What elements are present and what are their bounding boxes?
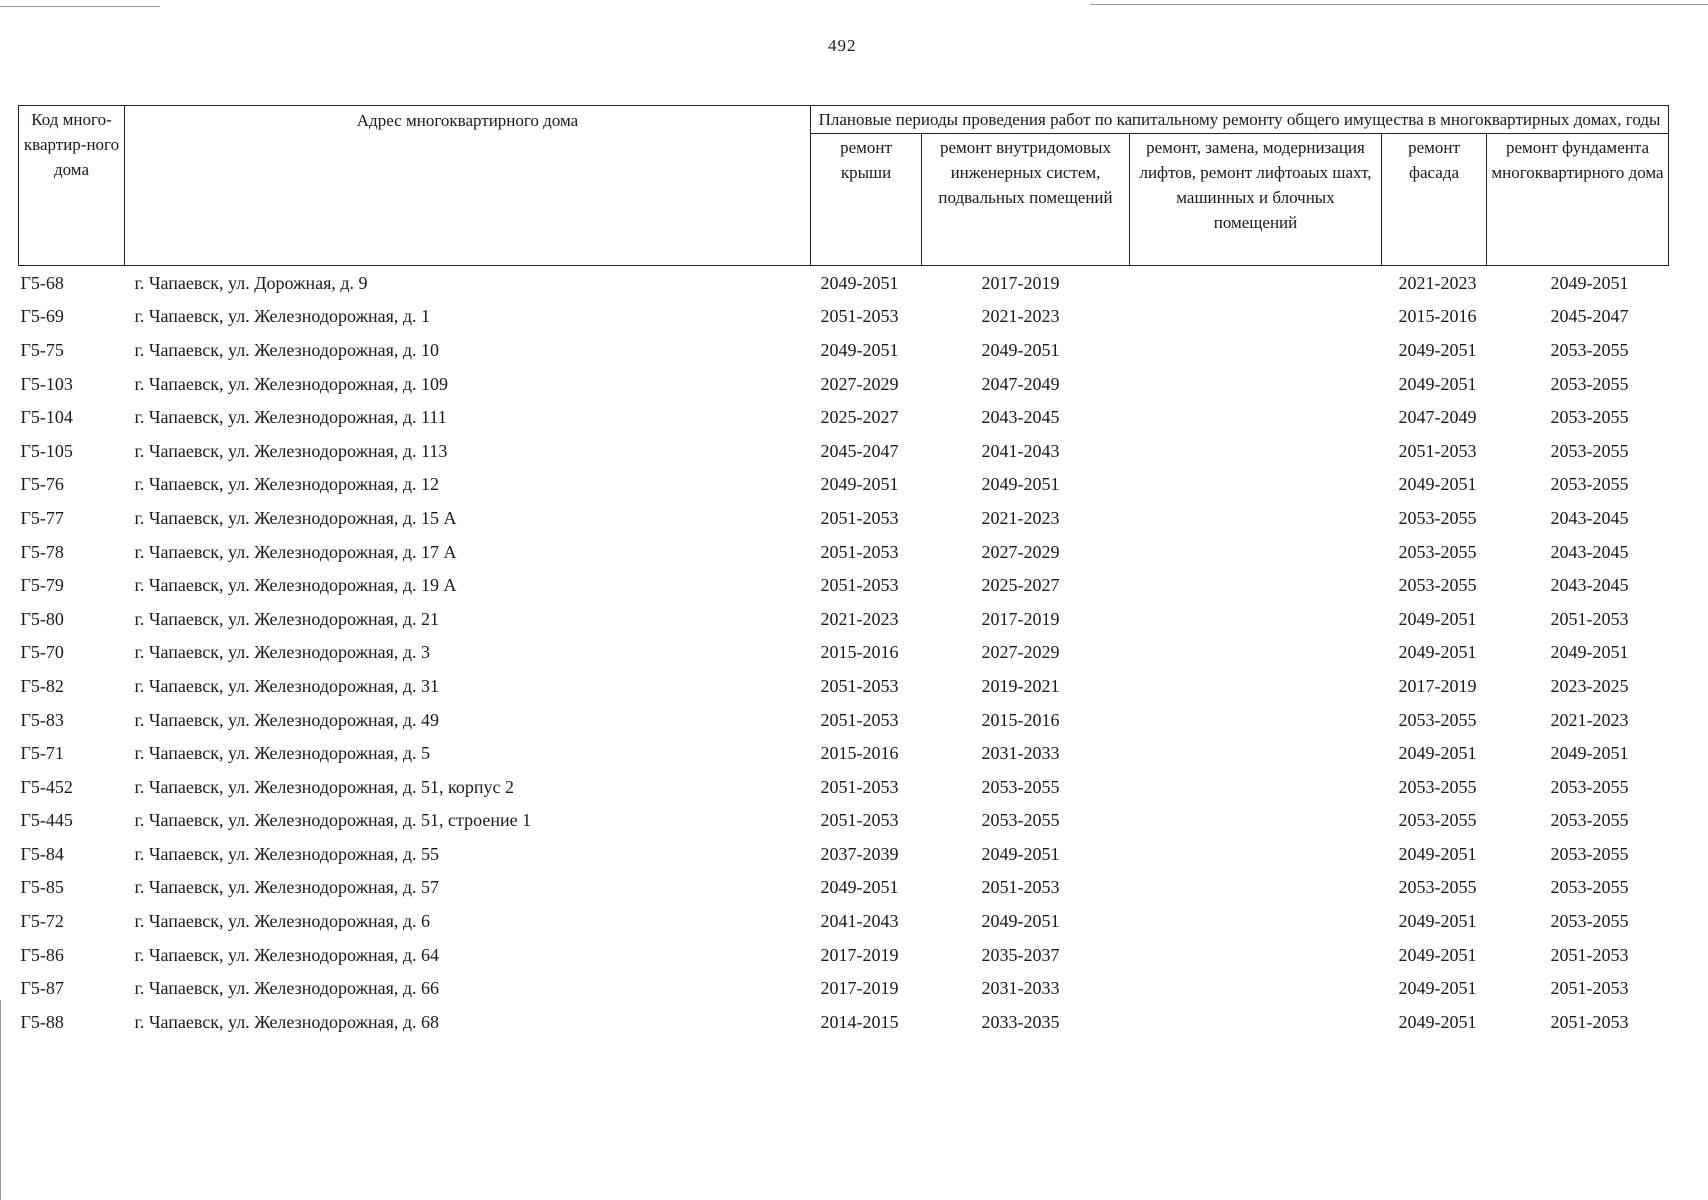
- cell-roof-repair: 2051-2053: [820, 709, 899, 730]
- table-row: [19, 804, 1669, 838]
- cell-elevator-repair: [1130, 400, 1382, 434]
- cell-roof-repair: 2051-2053: [820, 507, 899, 528]
- cell-foundation-repair: 2051-2053: [1550, 608, 1629, 629]
- cell-address: г. Чапаевск, ул. Железнодорожная, д. 10: [134, 339, 440, 360]
- cell-address: г. Чапаевск, ул. Железнодорожная, д. 5: [134, 743, 431, 764]
- cell-facade-repair: 2053-2055: [1398, 575, 1477, 596]
- cell-roof-repair: 2051-2053: [820, 810, 899, 831]
- cell-engineering-repair: 2027-2029: [981, 642, 1060, 663]
- cell-facade-repair: 2021-2023: [1398, 272, 1477, 293]
- table-row: [19, 535, 1669, 569]
- cell-engineering-repair: 2021-2023: [981, 306, 1060, 327]
- cell-roof-repair: 2051-2053: [820, 675, 899, 696]
- cell-elevator-repair: [1130, 367, 1382, 401]
- cell-foundation-repair: 2051-2053: [1550, 1011, 1629, 1032]
- table-row: [19, 736, 1669, 770]
- scan-artifact-line: [0, 1000, 1, 1200]
- cell-roof-repair: 2037-2039: [820, 843, 899, 864]
- cell-engineering-repair: 2021-2023: [981, 507, 1060, 528]
- cell-engineering-repair: 2015-2016: [981, 709, 1060, 730]
- cell-code: Г5-77: [20, 507, 64, 528]
- cell-engineering-repair: 2041-2043: [981, 440, 1060, 461]
- header-facade-repair: ремонт фасада: [1382, 134, 1487, 266]
- cell-elevator-repair: [1130, 770, 1382, 804]
- cell-roof-repair: 2015-2016: [820, 743, 899, 764]
- cell-address: г. Чапаевск, ул. Железнодорожная, д. 21: [134, 608, 440, 629]
- cell-foundation-repair: 2043-2045: [1550, 541, 1629, 562]
- cell-elevator-repair: [1130, 300, 1382, 334]
- cell-elevator-repair: [1130, 535, 1382, 569]
- cell-address: г. Чапаевск, ул. Железнодорожная, д. 31: [134, 675, 440, 696]
- cell-roof-repair: 2027-2029: [820, 373, 899, 394]
- cell-code: Г5-452: [20, 776, 73, 797]
- cell-elevator-repair: [1130, 501, 1382, 535]
- table-row: [19, 669, 1669, 703]
- cell-foundation-repair: 2053-2055: [1550, 776, 1629, 797]
- cell-facade-repair: 2053-2055: [1398, 709, 1477, 730]
- table-row: [19, 434, 1669, 468]
- header-code: Код много-квартир-ного дома: [19, 106, 125, 266]
- cell-facade-repair: 2053-2055: [1398, 776, 1477, 797]
- cell-code: Г5-82: [20, 675, 64, 696]
- cell-engineering-repair: 2047-2049: [981, 373, 1060, 394]
- cell-roof-repair: 2051-2053: [820, 575, 899, 596]
- cell-code: Г5-85: [20, 877, 64, 898]
- cell-foundation-repair: 2049-2051: [1550, 642, 1629, 663]
- cell-code: Г5-88: [20, 1011, 64, 1032]
- cell-address: г. Чапаевск, ул. Железнодорожная, д. 6: [134, 911, 431, 932]
- cell-code: Г5-104: [20, 407, 73, 428]
- cell-elevator-repair: [1130, 468, 1382, 502]
- scan-artifact-line: [1090, 4, 1708, 5]
- cell-elevator-repair: [1130, 266, 1382, 300]
- cell-facade-repair: 2049-2051: [1398, 373, 1477, 394]
- cell-foundation-repair: 2053-2055: [1550, 810, 1629, 831]
- cell-engineering-repair: 2051-2053: [981, 877, 1060, 898]
- cell-code: Г5-76: [20, 474, 64, 495]
- cell-roof-repair: 2014-2015: [820, 1011, 899, 1032]
- cell-roof-repair: 2051-2053: [820, 776, 899, 797]
- cell-engineering-repair: 2027-2029: [981, 541, 1060, 562]
- cell-roof-repair: 2049-2051: [820, 877, 899, 898]
- cell-code: Г5-103: [20, 373, 73, 394]
- cell-facade-repair: 2015-2016: [1398, 306, 1477, 327]
- cell-foundation-repair: 2053-2055: [1550, 877, 1629, 898]
- cell-address: г. Чапаевск, ул. Дорожная, д. 9: [134, 272, 368, 293]
- header-foundation-repair: ремонт фундамента многоквартирного дома: [1487, 134, 1669, 266]
- header-planned-periods: Плановые периоды проведения работ по капитальному ремонту общего имущества в многоквартирных домах, годы: [811, 106, 1669, 134]
- cell-address: г. Чапаевск, ул. Железнодорожная, д. 57: [134, 877, 440, 898]
- cell-elevator-repair: [1130, 636, 1382, 670]
- cell-facade-repair: 2049-2051: [1398, 1011, 1477, 1032]
- cell-facade-repair: 2053-2055: [1398, 507, 1477, 528]
- cell-address: г. Чапаевск, ул. Железнодорожная, д. 55: [134, 843, 440, 864]
- cell-elevator-repair: [1130, 602, 1382, 636]
- table-row: [19, 938, 1669, 972]
- cell-facade-repair: 2049-2051: [1398, 642, 1477, 663]
- cell-facade-repair: 2049-2051: [1398, 843, 1477, 864]
- table-row: [19, 501, 1669, 535]
- cell-roof-repair: 2049-2051: [820, 272, 899, 293]
- cell-engineering-repair: 2017-2019: [981, 608, 1060, 629]
- cell-address: г. Чапаевск, ул. Железнодорожная, д. 15 А: [134, 507, 457, 528]
- cell-engineering-repair: 2025-2027: [981, 575, 1060, 596]
- cell-facade-repair: 2017-2019: [1398, 675, 1477, 696]
- cell-foundation-repair: 2021-2023: [1550, 709, 1629, 730]
- cell-engineering-repair: 2033-2035: [981, 1011, 1060, 1032]
- table-row: [19, 904, 1669, 938]
- cell-facade-repair: 2049-2051: [1398, 474, 1477, 495]
- cell-code: Г5-68: [20, 272, 64, 293]
- scan-artifact-line: [0, 6, 160, 7]
- table-row: [19, 837, 1669, 871]
- cell-facade-repair: 2049-2051: [1398, 978, 1477, 999]
- table-row: [19, 367, 1669, 401]
- cell-facade-repair: 2051-2053: [1398, 440, 1477, 461]
- cell-address: г. Чапаевск, ул. Железнодорожная, д. 17 А: [134, 541, 457, 562]
- cell-engineering-repair: 2031-2033: [981, 978, 1060, 999]
- cell-roof-repair: 2017-2019: [820, 978, 899, 999]
- cell-code: Г5-79: [20, 575, 64, 596]
- table-body: [19, 266, 1669, 1039]
- cell-code: Г5-80: [20, 608, 64, 629]
- table-row: [19, 602, 1669, 636]
- cell-address: г. Чапаевск, ул. Железнодорожная, д. 3: [134, 642, 431, 663]
- cell-roof-repair: 2017-2019: [820, 944, 899, 965]
- cell-engineering-repair: 2049-2051: [981, 911, 1060, 932]
- cell-code: Г5-75: [20, 339, 64, 360]
- cell-elevator-repair: [1130, 333, 1382, 367]
- cell-foundation-repair: 2053-2055: [1550, 339, 1629, 360]
- cell-roof-repair: 2025-2027: [820, 407, 899, 428]
- cell-foundation-repair: 2043-2045: [1550, 507, 1629, 528]
- cell-foundation-repair: 2043-2045: [1550, 575, 1629, 596]
- cell-address: г. Чапаевск, ул. Железнодорожная, д. 49: [134, 709, 440, 730]
- table-row: [19, 1005, 1669, 1039]
- cell-elevator-repair: [1130, 703, 1382, 737]
- cell-roof-repair: 2051-2053: [820, 541, 899, 562]
- table-row: [19, 770, 1669, 804]
- cell-address: г. Чапаевск, ул. Железнодорожная, д. 109: [134, 373, 449, 394]
- cell-elevator-repair: [1130, 904, 1382, 938]
- cell-roof-repair: 2049-2051: [820, 474, 899, 495]
- cell-engineering-repair: 2053-2055: [981, 776, 1060, 797]
- cell-engineering-repair: 2049-2051: [981, 843, 1060, 864]
- cell-code: Г5-70: [20, 642, 64, 663]
- cell-facade-repair: 2053-2055: [1398, 810, 1477, 831]
- cell-elevator-repair: [1130, 871, 1382, 905]
- cell-facade-repair: 2049-2051: [1398, 944, 1477, 965]
- table-row: [19, 300, 1669, 334]
- capital-repair-schedule-table: [18, 105, 1669, 1039]
- cell-foundation-repair: 2053-2055: [1550, 440, 1629, 461]
- cell-foundation-repair: 2051-2053: [1550, 944, 1629, 965]
- cell-address: г. Чапаевск, ул. Железнодорожная, д. 64: [134, 944, 440, 965]
- cell-elevator-repair: [1130, 971, 1382, 1005]
- cell-address: г. Чапаевск, ул. Железнодорожная, д. 111: [134, 407, 447, 428]
- cell-roof-repair: 2051-2053: [820, 306, 899, 327]
- cell-address: г. Чапаевск, ул. Железнодорожная, д. 1: [134, 306, 431, 327]
- cell-foundation-repair: 2049-2051: [1550, 743, 1629, 764]
- cell-facade-repair: 2047-2049: [1398, 407, 1477, 428]
- cell-address: г. Чапаевск, ул. Железнодорожная, д. 113: [134, 440, 448, 461]
- cell-roof-repair: 2045-2047: [820, 440, 899, 461]
- cell-roof-repair: 2049-2051: [820, 339, 899, 360]
- cell-foundation-repair: 2023-2025: [1550, 675, 1629, 696]
- table-row: [19, 266, 1669, 300]
- cell-foundation-repair: 2053-2055: [1550, 843, 1629, 864]
- cell-facade-repair: 2049-2051: [1398, 911, 1477, 932]
- table-row: [19, 468, 1669, 502]
- cell-address: г. Чапаевск, ул. Железнодорожная, д. 68: [134, 1011, 440, 1032]
- table-row: [19, 703, 1669, 737]
- cell-facade-repair: 2053-2055: [1398, 541, 1477, 562]
- cell-engineering-repair: 2049-2051: [981, 474, 1060, 495]
- table-header: [19, 106, 1669, 266]
- cell-elevator-repair: [1130, 736, 1382, 770]
- cell-engineering-repair: 2017-2019: [981, 272, 1060, 293]
- table-row: [19, 636, 1669, 670]
- cell-foundation-repair: 2053-2055: [1550, 911, 1629, 932]
- cell-foundation-repair: 2053-2055: [1550, 474, 1629, 495]
- cell-facade-repair: 2049-2051: [1398, 339, 1477, 360]
- cell-elevator-repair: [1130, 804, 1382, 838]
- cell-address: г. Чапаевск, ул. Железнодорожная, д. 66: [134, 978, 440, 999]
- cell-engineering-repair: 2019-2021: [981, 675, 1060, 696]
- cell-elevator-repair: [1130, 938, 1382, 972]
- cell-code: Г5-445: [20, 810, 73, 831]
- cell-code: Г5-83: [20, 709, 64, 730]
- cell-engineering-repair: 2043-2045: [981, 407, 1060, 428]
- cell-code: Г5-86: [20, 944, 64, 965]
- cell-facade-repair: 2053-2055: [1398, 877, 1477, 898]
- cell-code: Г5-72: [20, 911, 64, 932]
- cell-foundation-repair: 2053-2055: [1550, 407, 1629, 428]
- cell-address: г. Чапаевск, ул. Железнодорожная, д. 12: [134, 474, 440, 495]
- cell-foundation-repair: 2053-2055: [1550, 373, 1629, 394]
- table-row: [19, 400, 1669, 434]
- cell-engineering-repair: 2031-2033: [981, 743, 1060, 764]
- cell-code: Г5-84: [20, 843, 64, 864]
- cell-roof-repair: 2041-2043: [820, 911, 899, 932]
- cell-roof-repair: 2021-2023: [820, 608, 899, 629]
- header-address: Адрес многоквартирного дома: [125, 106, 811, 266]
- cell-facade-repair: 2049-2051: [1398, 608, 1477, 629]
- header-engineering-repair: ремонт внутридомовых инженерных систем, подвальных помещений: [922, 134, 1130, 266]
- cell-elevator-repair: [1130, 568, 1382, 602]
- cell-code: Г5-78: [20, 541, 64, 562]
- cell-foundation-repair: 2045-2047: [1550, 306, 1629, 327]
- cell-elevator-repair: [1130, 434, 1382, 468]
- cell-elevator-repair: [1130, 1005, 1382, 1039]
- cell-address: г. Чапаевск, ул. Железнодорожная, д. 19 А: [134, 575, 457, 596]
- header-elevator-repair: ремонт, замена, модернизация лифтов, ремонт лифтоaых шахт, машинных и блочных помещений: [1130, 134, 1382, 266]
- table-row: [19, 568, 1669, 602]
- cell-engineering-repair: 2049-2051: [981, 339, 1060, 360]
- cell-code: Г5-71: [20, 743, 64, 764]
- cell-facade-repair: 2049-2051: [1398, 743, 1477, 764]
- cell-foundation-repair: 2049-2051: [1550, 272, 1629, 293]
- cell-address: г. Чапаевск, ул. Железнодорожная, д. 51, строение 1: [134, 810, 532, 831]
- cell-roof-repair: 2015-2016: [820, 642, 899, 663]
- table-row: [19, 333, 1669, 367]
- cell-engineering-repair: 2035-2037: [981, 944, 1060, 965]
- cell-elevator-repair: [1130, 669, 1382, 703]
- table-row: [19, 871, 1669, 905]
- cell-code: Г5-69: [20, 306, 64, 327]
- cell-engineering-repair: 2053-2055: [981, 810, 1060, 831]
- cell-elevator-repair: [1130, 837, 1382, 871]
- cell-code: Г5-105: [20, 440, 73, 461]
- header-roof-repair: ремонт крыши: [811, 134, 922, 266]
- cell-address: г. Чапаевск, ул. Железнодорожная, д. 51, корпус 2: [134, 776, 515, 797]
- page-number: 492: [828, 36, 857, 55]
- cell-foundation-repair: 2051-2053: [1550, 978, 1629, 999]
- cell-code: Г5-87: [20, 978, 64, 999]
- table-row: [19, 971, 1669, 1005]
